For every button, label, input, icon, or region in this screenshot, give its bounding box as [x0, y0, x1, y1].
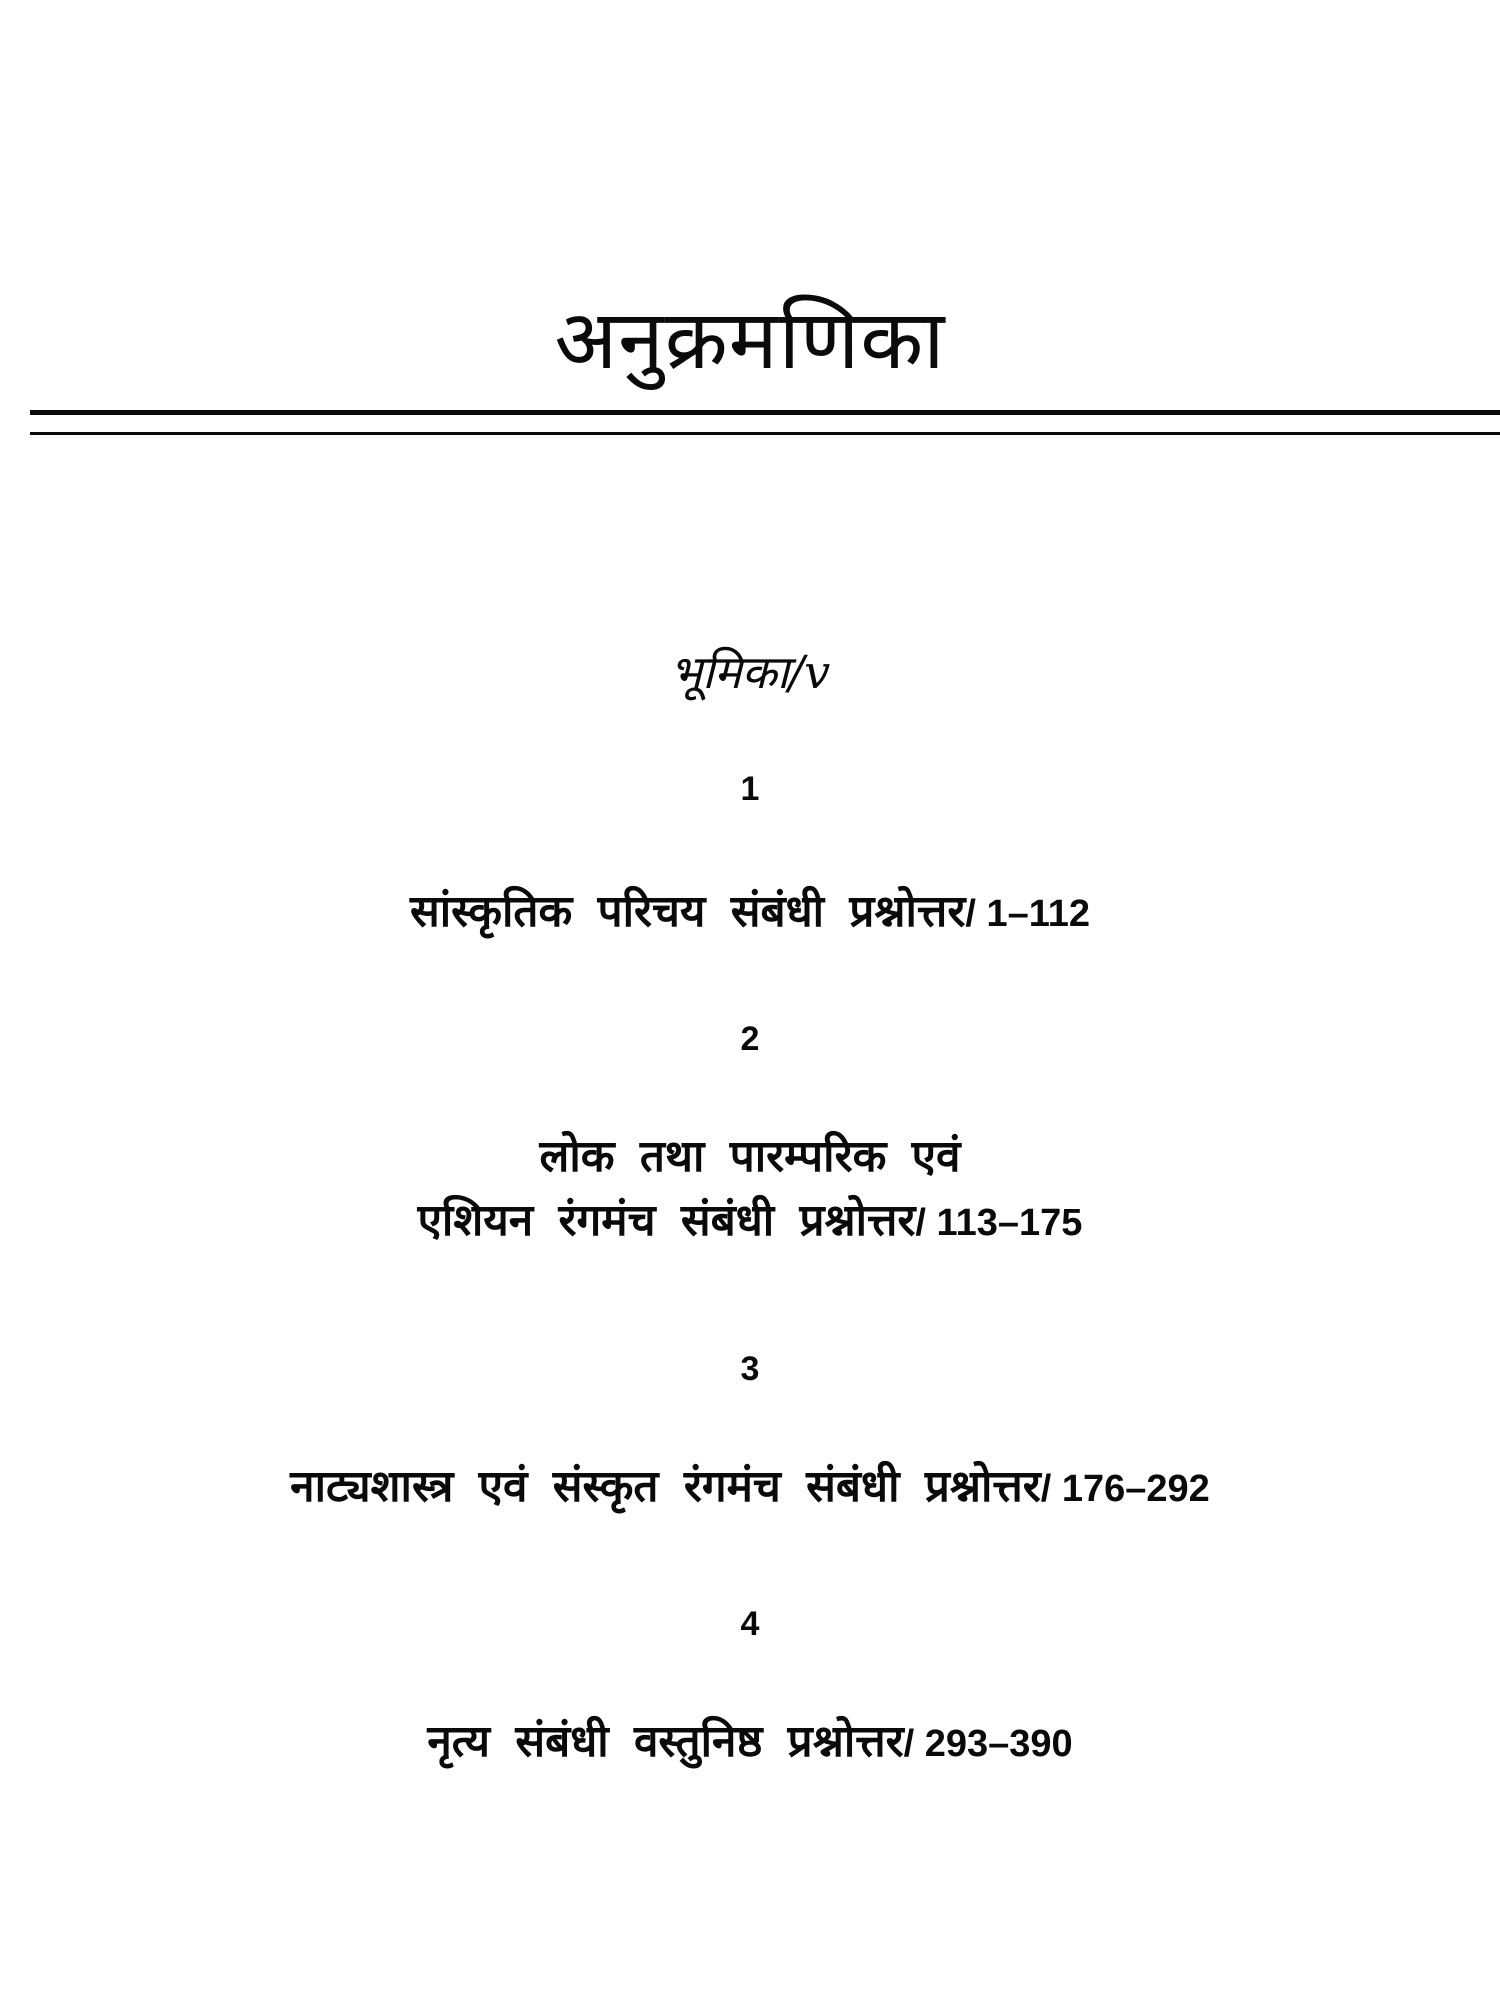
section-title: सांस्कृतिक परिचय संबंधी प्रश्नोत्तर — [409, 886, 966, 937]
section-number: 4 — [740, 1605, 760, 1643]
preface-label: भूमिका — [669, 645, 789, 699]
section-number: 3 — [740, 1350, 760, 1388]
preface-page: v — [804, 645, 831, 699]
preface-separator: / — [788, 645, 805, 699]
section-entry — [0, 1125, 1500, 1253]
title-rule-thick — [30, 410, 1500, 415]
section-title: नाट्यशास्त्र एवं संस्कृत रंगमंच संबंधी प्रश्नोत्तर — [290, 1461, 1041, 1512]
section-entry — [0, 1710, 1500, 1774]
section-entry — [0, 880, 1500, 944]
section-pages: / 293–390 — [903, 1723, 1073, 1765]
section-title-line: एशियन रंगमंच संबंधी प्रश्नोत्तर — [417, 1194, 916, 1246]
page-title: अनुक्रमणिका — [554, 293, 946, 388]
section-number: 2 — [740, 1020, 760, 1058]
section-pages: / 1–112 — [965, 893, 1091, 935]
preface-entry — [0, 640, 1500, 702]
section-title: नृत्य संबंधी वस्तुनिष्ठ प्रश्नोत्तर — [427, 1716, 904, 1767]
section-title-line: लोक तथा पारम्परिक एवं — [539, 1131, 961, 1182]
section-pages: / 113–175 — [915, 1201, 1083, 1244]
section-entry — [0, 1455, 1500, 1519]
section-pages: / 176–292 — [1040, 1468, 1210, 1510]
section-number: 1 — [740, 770, 760, 808]
title-rule-thin — [30, 432, 1500, 435]
